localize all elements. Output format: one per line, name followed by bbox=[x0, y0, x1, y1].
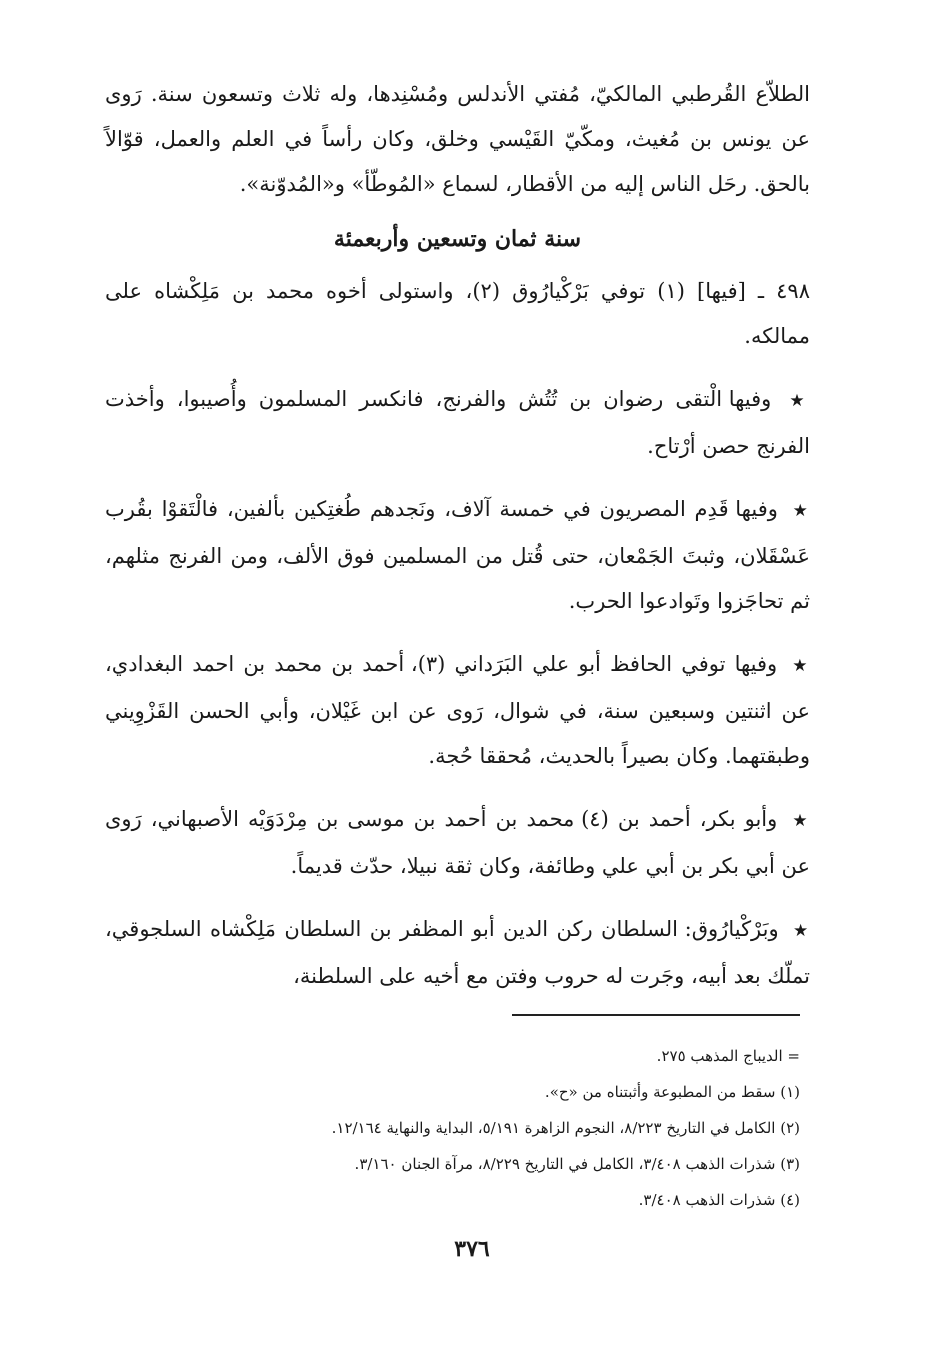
footnote-divider bbox=[512, 1014, 800, 1016]
star-icon: ★ bbox=[792, 501, 810, 521]
star-icon: ★ bbox=[793, 921, 810, 941]
star-icon: ★ bbox=[789, 391, 810, 411]
footnote: (١) سقط من المطبوعة وأثبتناه من «ح». bbox=[544, 1083, 800, 1101]
paragraph-text: وفيها الْتقى رضوان بن تُتُش والفرنج، فانكسر المسلمون وأُصيبوا، وأخذت الفرنج حصن أرْتاح. bbox=[105, 387, 810, 458]
paragraph-continuation: الطلاّع القُرطبي المالكيّ، مُفتي الأندلس ومُسْنِدها، وله ثلاث وتسعون سنة. رَوى عن يونس بن مُغيث، ومكّيّ القَيْسي وخلق، وكان رأساً في العلم والعمل، قوّالاً بالحق. رحَل الناس إليه من الأقطار، لسماع «المُوطّأ» و«المُدوّنة». bbox=[105, 82, 810, 196]
paragraph-item bbox=[105, 487, 810, 624]
footnotes bbox=[150, 1038, 800, 1218]
paragraph-text: وفيها قَدِم المصريون في خمسة آلاف، ونَجدهم طُغتِكين بألفين، فالْتَقوْا بقُرب عَسْقَلان، وثبتَ الجَمْعان، حتى قُتل من المسلمين فوق الألف، ومن الفرنج مثلهم، ثم تحاجَزوا وتَوادعوا الحرب. bbox=[105, 497, 810, 613]
paragraph-item bbox=[105, 907, 810, 999]
star-icon: ★ bbox=[792, 656, 810, 676]
footnote: = الديباج المذهب ٢٧٥. bbox=[656, 1047, 800, 1065]
footnote: (٤) شذرات الذهب ٣/٤٠٨. bbox=[638, 1191, 800, 1209]
star-icon: ★ bbox=[792, 811, 810, 831]
main-text bbox=[105, 72, 810, 999]
paragraph-item bbox=[105, 642, 810, 779]
paragraph-text: وفيها توفي الحافظ أبو علي البَرَداني (٣)، أحمد بن محمد بن احمد البغدادي، عن اثنتين وسبعين سنة، في شوال، رَوى عن ابن غَيْلان، وأبي الحسن القَزْوِيني وطبقتهما. وكان بصيراً بالحديث، مُحققا حُجة. bbox=[105, 652, 810, 768]
entry-498: ٤٩٨ ـ [فيها] (١) توفي بَرْكْيارُوق (٢)، واستولى أخوه محمد بن مَلِكْشاه على ممالكه. bbox=[105, 279, 810, 348]
paragraph-text: وبَرْكْيارُوق: السلطان ركن الدين أبو المظفر بن السلطان مَلِكْشاه السلجوقي، تملّك بعد أبيه، وجَرت له حروب وفتن مع أخيه على السلطنة، bbox=[105, 917, 810, 988]
footnote: (٢) الكامل في التاريخ ٨/٢٢٣، النجوم الزاهرة ٥/١٩١، البداية والنهاية ١٢/١٦٤. bbox=[331, 1119, 800, 1137]
paragraph-text: وأبو بكر، أحمد بن (٤) محمد بن أحمد بن موسى بن مِرْدَوَيْه الأصبهاني، رَوى عن أبي بكر بن أبي علي وطائفة، وكان ثقة نبيلا، حدّث قديماً. bbox=[105, 807, 810, 878]
footnote: (٣) شذرات الذهب ٣/٤٠٨، الكامل في التاريخ ٨/٢٢٩، مرآة الجنان ٣/١٦٠. bbox=[354, 1155, 800, 1173]
paragraph-item bbox=[105, 797, 810, 889]
paragraph-item bbox=[105, 377, 810, 469]
section-heading: سنة ثمان وتسعين وأربعمئة bbox=[333, 226, 582, 252]
page-number: ٣٧٦ bbox=[454, 1236, 490, 1262]
